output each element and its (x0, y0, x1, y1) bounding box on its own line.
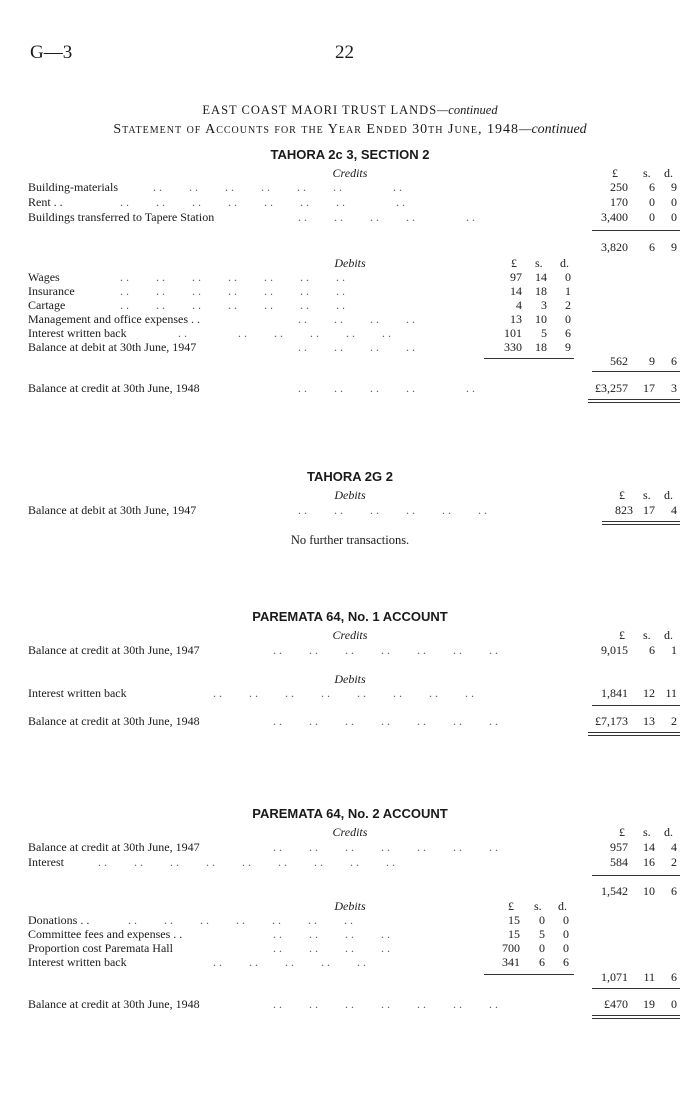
total-rule (592, 705, 680, 706)
total-rule (484, 974, 574, 975)
debits-total-pounds: 562 (610, 354, 628, 368)
page-number: 22 (335, 42, 354, 63)
total-rule (592, 371, 680, 372)
amount-shillings: 18 (535, 284, 547, 298)
amount-pence: 0 (671, 195, 677, 209)
amount-pence: 0 (563, 927, 569, 941)
amount-pounds: 15 (508, 927, 520, 941)
debits-total-shillings: 9 (649, 354, 655, 368)
amount-pence: 11 (665, 686, 677, 700)
debits-total-pence: 6 (671, 970, 677, 984)
amount-pence: 9 (565, 340, 571, 354)
balance-shillings: 13 (643, 714, 655, 728)
pence-heading: d. (664, 488, 673, 502)
amount-shillings: 16 (643, 855, 655, 869)
amount-shillings: 0 (539, 941, 545, 955)
double-rule (588, 399, 680, 403)
amount-pounds: 584 (610, 855, 628, 869)
double-rule (592, 1015, 680, 1019)
total-rule (592, 988, 680, 989)
amount-pounds: 14 (510, 284, 522, 298)
balance-pence: 2 (671, 714, 677, 728)
debits-heading: Debits (334, 256, 366, 270)
balance-pounds: £470 (604, 997, 628, 1011)
amount-pounds: 700 (502, 941, 520, 955)
amount-shillings: 6 (539, 955, 545, 969)
amount-pounds: 101 (504, 326, 522, 340)
amount-pounds: 9,015 (601, 643, 628, 657)
amount-pounds: 330 (504, 340, 522, 354)
amount-pounds: 4 (516, 298, 522, 312)
credits-total-shillings: 10 (643, 884, 655, 898)
amount-pence: 0 (563, 941, 569, 955)
amount-pence: 0 (565, 312, 571, 326)
debits-total-pence: 6 (671, 354, 677, 368)
amount-pounds: 3,400 (601, 210, 628, 224)
shilling-heading: s. (643, 488, 651, 502)
double-rule (588, 732, 680, 736)
statement-title: Statement of Accounts for the Year Ended 30th June, 1948—continued (113, 122, 587, 137)
credits-total-pence: 9 (671, 240, 677, 254)
document-page: G—3 22 EAST COAST MAORI TRUST LANDS—continued Statement of Accounts for the Year Ended 30th June, 1948—continued TAHORA 2c 3, SECTION 2 Credits £ s. d. Building-materials . . . . . . . . . . . . . . 250 6 9 Rent . . . . . . . . . . . . . . . . . . 170 0 0 Buildings transferred to Tapere Station . . . . . . . . . . 3,400 0 0 3,820 6 9 Debits £ s. d. Wages . . . . . . . . . . . . . . 97 14 0 Insurance . . . . . . . . . . . . . . 14 18 1 Cartage . . . . . . . . . . . . . . 4 3 2 Management and office expenses . . . . . . . . . . 13 10 0 Interest written back . . . . . . . . . . . . 101 5 6 Balance at debit at 30th June, 1947 . . . . . . . . 330 18 9 562 9 6 Balance at credit at 30th June, 1948 . . . . . . . . . . £3,257 17 3 TAHORA 2G 2 Debits £ s. d. Balance at debit at 30th June, 1947 . . . . . . . . . . . . 823 17 4 No further transactions. PAREMATA 64, No. 1 ACCOUNT Credits £ s. d. Balance at credit at 30th June, 1947 . . . . . . . . . . . . . . 9,015 6 1 Debits Interest written back . . . . . . . . . . . . . . . . 1,841 12 11 Balance at credit at 30th June, 1948 . . . . . . . . . . . . . . £7,173 13 2 PAREMATA 64, No. 2 ACCOUNT Credits £ s. d. Balance at credit at 30th June, 1947 . . . . . . . . . . . . . . 957 14 4 Interest . . . . . . . . . . . . . . . . . . 584 16 2 1,542 10 6 Debits £ s. d. Donations . . . . . . . . . . . . . . . . 15 0 0 Committee fees and expenses . . . . . . . . . . 15 5 0 Proportion cost Paremata Hall . . . . . . . . 700 0 0 Interest written back . . . . . . . . . . 341 6 6 1,071 11 6 Balance at credit at 30th June, 1948 . . . . . . . . . . . . . . £470 19 0 (0, 0, 700, 1118)
page-code: G—3 (30, 42, 73, 63)
credits-heading: Credits (332, 628, 368, 642)
double-rule (602, 521, 680, 525)
credits-total-pence: 6 (671, 884, 677, 898)
amount-pounds: 97 (510, 270, 522, 284)
amount-shillings: 6 (649, 180, 655, 194)
pound-heading: £ (508, 899, 514, 913)
balance-pounds: £3,257 (595, 381, 628, 395)
section-title: PAREMATA 64, No. 2 ACCOUNT (252, 806, 448, 821)
amount-pence: 0 (563, 913, 569, 927)
balance-pence: 4 (671, 503, 677, 517)
amount-shillings: 3 (541, 298, 547, 312)
shilling-heading: s. (534, 899, 542, 913)
amount-pounds: 15 (508, 913, 520, 927)
amount-pence: 6 (565, 326, 571, 340)
section-title: TAHORA 2c 3, SECTION 2 (270, 147, 430, 162)
amount-shillings: 14 (643, 840, 655, 854)
amount-pence: 9 (671, 180, 677, 194)
debits-heading: Debits (334, 899, 366, 913)
shilling-heading: s. (643, 825, 651, 839)
amount-pence: 1 (671, 643, 677, 657)
credits-total-shillings: 6 (649, 240, 655, 254)
amount-shillings: 5 (539, 927, 545, 941)
amount-shillings: 12 (643, 686, 655, 700)
balance-pounds: £7,173 (595, 714, 628, 728)
document-title: EAST COAST MAORI TRUST LANDS—continued (202, 103, 498, 117)
pound-heading: £ (619, 488, 625, 502)
credits-total-pounds: 3,820 (601, 240, 628, 254)
amount-pounds: 170 (610, 195, 628, 209)
amount-pence: 2 (565, 298, 571, 312)
amount-shillings: 6 (649, 643, 655, 657)
balance-shillings: 19 (643, 997, 655, 1011)
amount-shillings: 10 (535, 312, 547, 326)
debits-total-pounds: 1,071 (601, 970, 628, 984)
credits-heading: Credits (332, 166, 368, 180)
balance-pounds: 823 (615, 503, 633, 517)
amount-pence: 2 (671, 855, 677, 869)
pound-heading: £ (511, 256, 517, 270)
balance-pence: 3 (671, 381, 677, 395)
shilling-heading: s. (643, 166, 651, 180)
amount-pence: 0 (671, 210, 677, 224)
pound-heading: £ (619, 628, 625, 642)
amount-shillings: 14 (535, 270, 547, 284)
amount-pounds: 13 (510, 312, 522, 326)
section-title: PAREMATA 64, No. 1 ACCOUNT (252, 609, 448, 624)
amount-pence: 6 (563, 955, 569, 969)
total-rule (592, 230, 680, 231)
pence-heading: d. (664, 166, 673, 180)
amount-shillings: 0 (649, 210, 655, 224)
pound-heading: £ (619, 825, 625, 839)
total-rule (592, 875, 680, 876)
shilling-heading: s. (643, 628, 651, 642)
balance-pence: 0 (671, 997, 677, 1011)
amount-shillings: 5 (541, 326, 547, 340)
amount-shillings: 0 (539, 913, 545, 927)
section-title: TAHORA 2G 2 (307, 469, 393, 484)
balance-shillings: 17 (643, 381, 655, 395)
no-transactions-note: No further transactions. (290, 533, 410, 547)
pence-heading: d. (664, 628, 673, 642)
credits-heading: Credits (332, 825, 368, 839)
amount-pence: 0 (565, 270, 571, 284)
credits-total-pounds: 1,542 (601, 884, 628, 898)
amount-pounds: 250 (610, 180, 628, 194)
pence-heading: d. (558, 899, 567, 913)
total-rule (484, 358, 574, 359)
pound-heading: £ (612, 166, 618, 180)
amount-pence: 4 (671, 840, 677, 854)
amount-shillings: 18 (535, 340, 547, 354)
shilling-heading: s. (535, 256, 543, 270)
amount-shillings: 0 (649, 195, 655, 209)
amount-pence: 1 (565, 284, 571, 298)
pence-heading: d. (664, 825, 673, 839)
debits-heading: Debits (334, 488, 366, 502)
amount-pounds: 957 (610, 840, 628, 854)
pence-heading: d. (560, 256, 569, 270)
debits-total-shillings: 11 (643, 970, 655, 984)
debits-heading: Debits (334, 672, 366, 686)
balance-shillings: 17 (643, 503, 655, 517)
amount-pounds: 341 (502, 955, 520, 969)
amount-pounds: 1,841 (601, 686, 628, 700)
